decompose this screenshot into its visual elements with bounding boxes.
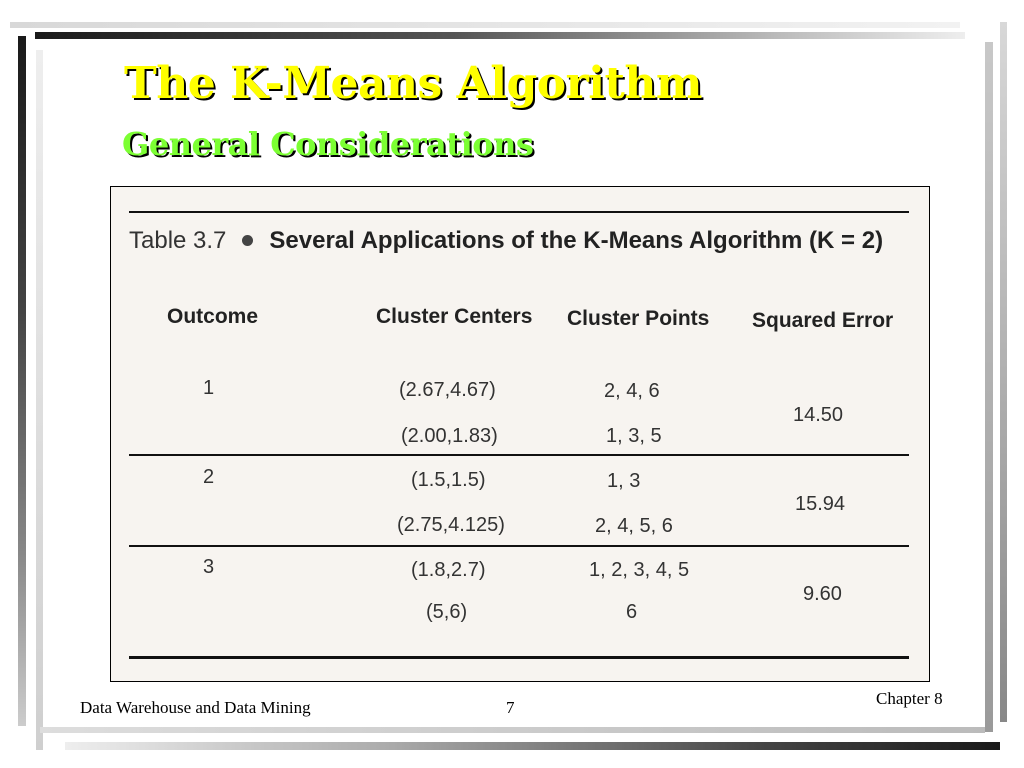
row1-points-2: 1, 3, 5 (606, 425, 662, 447)
row2-points-1: 1, 3 (607, 470, 641, 492)
frame-bar-top (35, 32, 965, 39)
header-cluster-points: Cluster Points (567, 307, 710, 330)
row2-center-2: (2.75,4.125) (397, 514, 505, 536)
row3-points-2: 6 (626, 601, 638, 623)
slide-subtitle: General Considerations (122, 125, 534, 163)
footer-chapter: Chapter 8 (876, 689, 943, 708)
footer-page-number: 7 (506, 698, 515, 717)
table-caption (129, 227, 883, 255)
frame-bar-bottom-light (40, 727, 985, 733)
row1-outcome: 1 (203, 377, 215, 399)
row2-squared-error: 15.94 (795, 493, 846, 515)
table-caption-number: Table 3.7 (129, 227, 227, 254)
row3-squared-error: 9.60 (803, 583, 842, 605)
bullet-icon (242, 235, 253, 246)
footer-course: Data Warehouse and Data Mining (80, 698, 311, 717)
row3-center-1: (1.8,2.7) (411, 559, 486, 581)
slide-title: The K-Means Algorithm (124, 58, 702, 109)
row2-center-1: (1.5,1.5) (411, 469, 486, 491)
table-top-rule (129, 211, 909, 213)
frame-bar-left-light (36, 50, 43, 750)
table-bottom-rule (129, 656, 909, 659)
frame-bar-right (985, 42, 993, 732)
row1-points-1: 2, 4, 6 (604, 380, 660, 402)
table-caption-text: Several Applications of the K-Means Algorithm (K = 2) (269, 227, 884, 254)
header-outcome: Outcome (167, 305, 259, 328)
frame-bar-top-light (10, 22, 960, 28)
frame-bar-bottom (65, 742, 1000, 750)
row2-outcome: 2 (203, 466, 215, 488)
header-squared-error: Squared Error (752, 309, 894, 332)
row-divider-2 (129, 545, 909, 547)
row2-points-2: 2, 4, 5, 6 (595, 515, 673, 537)
row3-outcome: 3 (203, 556, 215, 578)
row1-center-2: (2.00,1.83) (401, 425, 498, 447)
row1-center-1: (2.67,4.67) (399, 379, 496, 401)
table-scan-image (110, 186, 930, 682)
frame-bar-left (18, 36, 26, 726)
row3-center-2: (5,6) (426, 601, 468, 623)
row1-squared-error: 14.50 (793, 404, 844, 426)
header-cluster-centers: Cluster Centers (376, 305, 533, 328)
frame-bar-right-dark (1000, 22, 1007, 722)
row-divider-1 (129, 454, 909, 456)
row3-points-1: 1, 2, 3, 4, 5 (589, 559, 690, 581)
